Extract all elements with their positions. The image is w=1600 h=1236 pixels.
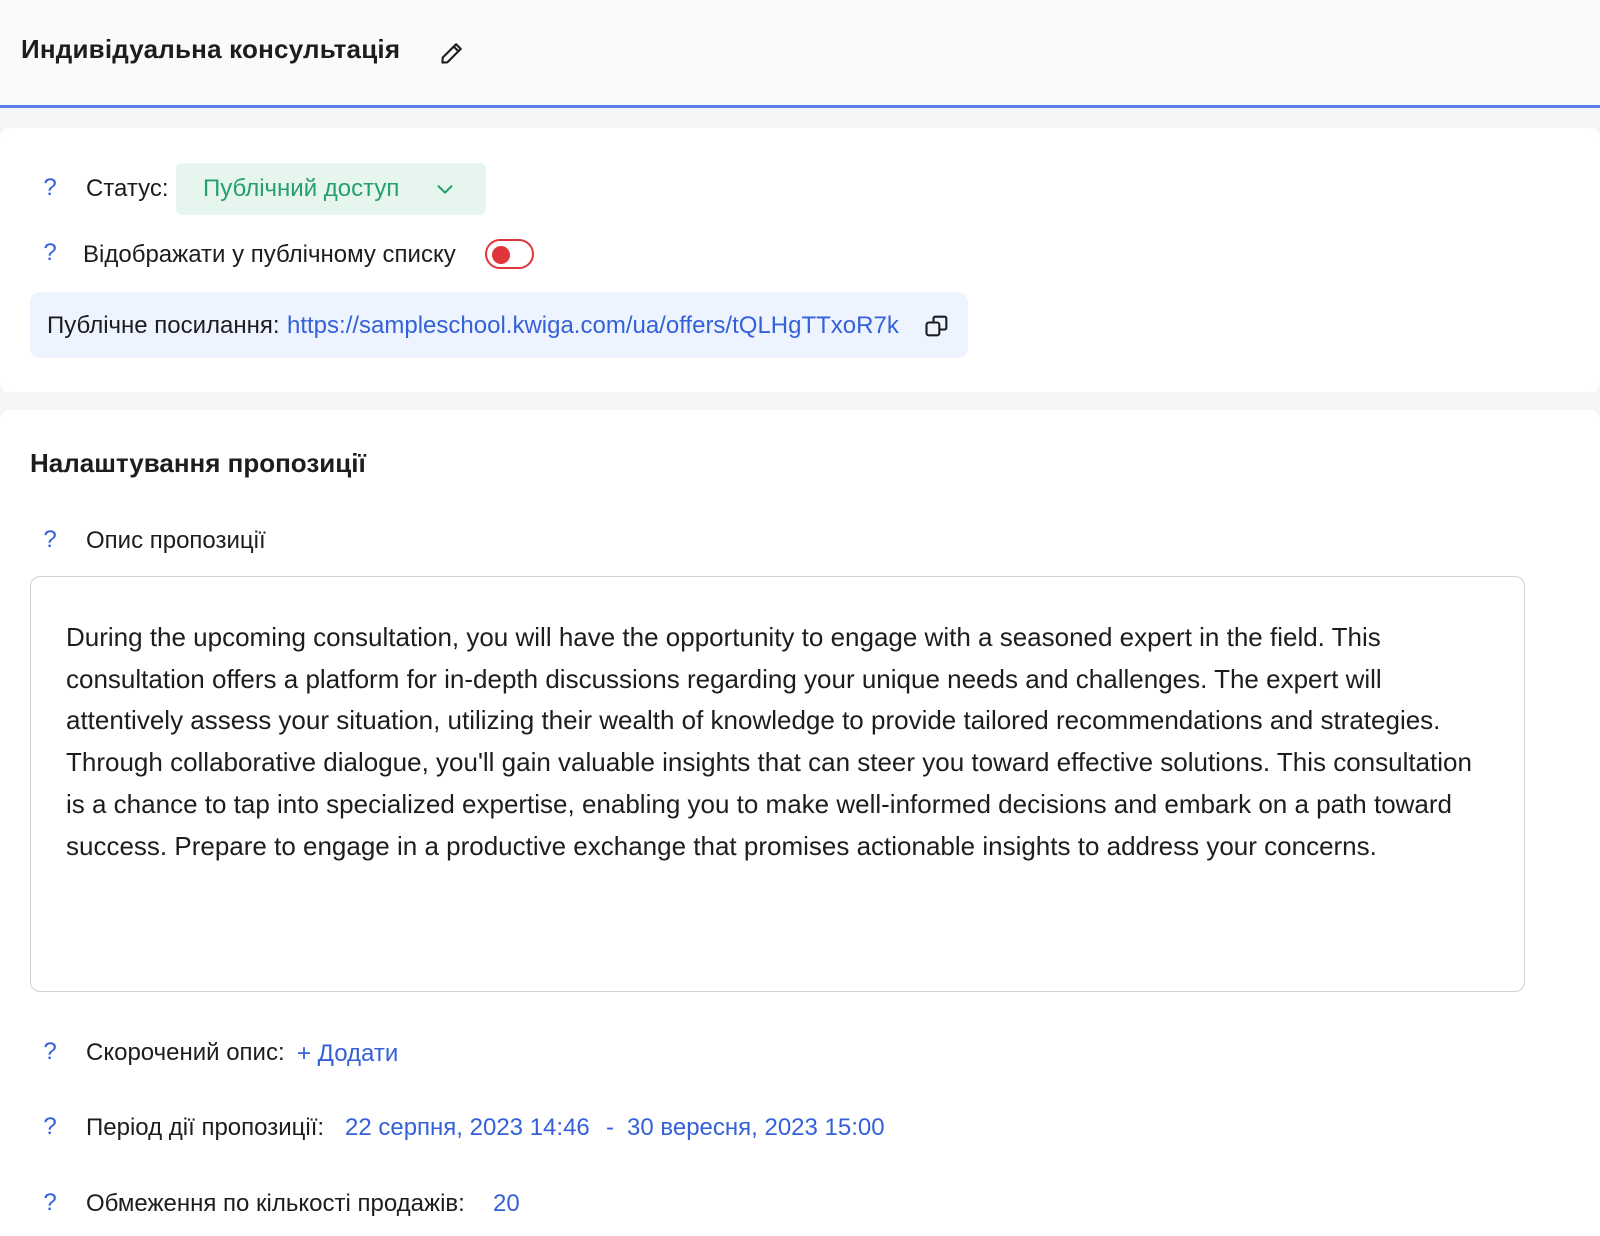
add-short-description-button[interactable]: + Додати [297, 1040, 399, 1067]
page-header [0, 0, 1600, 108]
short-description-help-icon[interactable]: ? [43, 1038, 57, 1065]
sales-limit-value[interactable]: 20 [493, 1190, 520, 1217]
toggle-knob [492, 246, 510, 264]
period-help-icon[interactable]: ? [43, 1113, 57, 1140]
period-end-date[interactable]: 30 вересня, 2023 15:00 [627, 1114, 885, 1141]
show-in-list-label: Відображати у публічному списку [83, 241, 456, 268]
period-label: Період дії пропозиції: [86, 1114, 325, 1141]
short-description-label: Скорочений опис: [86, 1039, 285, 1066]
show-in-list-help-icon[interactable]: ? [43, 239, 57, 266]
pencil-icon[interactable] [438, 39, 466, 67]
status-dropdown[interactable] [176, 163, 486, 215]
sales-limit-label: Обмеження по кількості продажів: [86, 1190, 465, 1217]
sales-limit-help-icon[interactable]: ? [43, 1189, 57, 1216]
offer-title: Индивідуальна консультація [21, 34, 401, 64]
status-value: Публічний доступ [203, 175, 400, 202]
show-in-list-toggle[interactable] [485, 239, 534, 269]
period-separator: - [606, 1114, 614, 1141]
chevron-down-icon [434, 178, 456, 200]
public-link-label: Публічне посилання: [47, 312, 280, 339]
description-label: Опис пропозиції [86, 527, 266, 554]
status-label: Статус: [86, 175, 169, 202]
public-link-url[interactable]: https://sampleschool.kwiga.com/ua/offers/tQLHgTTxoR7k [287, 312, 899, 339]
public-link-box [30, 292, 968, 358]
copy-icon[interactable] [923, 312, 951, 340]
description-help-icon[interactable]: ? [43, 526, 57, 553]
section-title: Налаштування пропозиції [30, 448, 366, 478]
period-start-date[interactable]: 22 серпня, 2023 14:46 [345, 1114, 590, 1141]
description-textarea[interactable]: During the upcoming consultation, you will have the opportunity to engage with a seasoned expert in the field. This consultation offers a platform for in-depth discussions regarding your unique needs and challenges. The expert will attentively assess your situation, utilizing their wealth of knowledge to provide tailored recommendations and strategies. Through collaborative dialogue, you'll gain valuable insights that can steer you toward effective solutions. This consultation is a chance to tap into specialized expertise, enabling you to make well-informed decisions and embark on a path toward success. Prepare to engage in a productive exchange that promises actionable insights to address your concerns. [30, 576, 1525, 992]
status-help-icon[interactable]: ? [43, 174, 57, 201]
